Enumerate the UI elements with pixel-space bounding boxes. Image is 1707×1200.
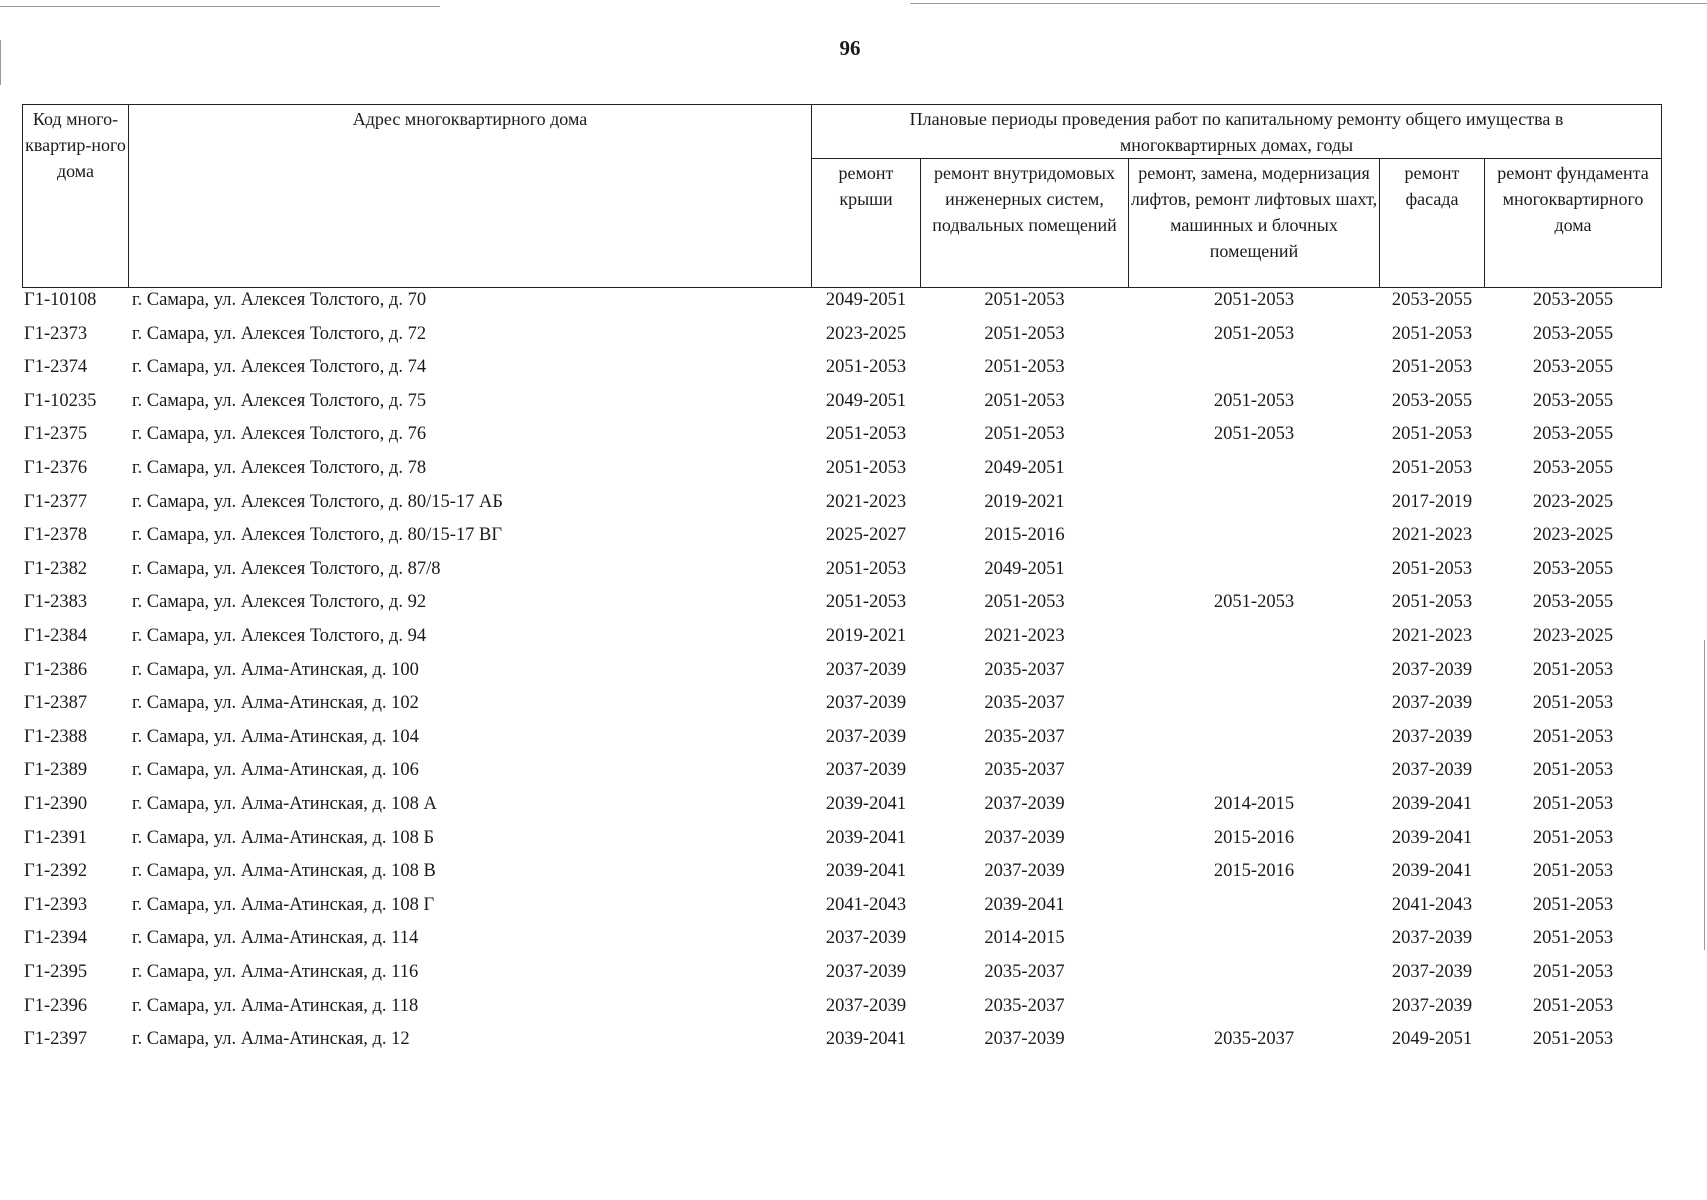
cell-code: Г1-2387 (24, 693, 88, 713)
cell-address: г. Самара, ул. Алма-Атинская, д. 108 Б (132, 828, 435, 848)
cell-systems: 2037-2039 (984, 794, 1065, 814)
cell-code: Г1-2392 (24, 861, 88, 881)
cell-foundation: 2023-2025 (1532, 525, 1614, 545)
cell-facade: 2037-2039 (1391, 660, 1473, 680)
cell-foundation: 2051-2053 (1532, 727, 1614, 747)
cell-facade: 2021-2023 (1391, 525, 1473, 545)
cell-facade: 2037-2039 (1391, 693, 1473, 713)
cell-facade: 2037-2039 (1391, 962, 1473, 982)
cell-address: г. Самара, ул. Алма-Атинская, д. 118 (132, 996, 419, 1016)
cell-foundation: 2053-2055 (1532, 592, 1614, 612)
cell-address: г. Самара, ул. Алма-Атинская, д. 108 Г (132, 895, 435, 915)
cell-code: Г1-2391 (24, 828, 88, 848)
cell-code: Г1-10108 (24, 290, 97, 310)
header-address: Адрес многоквартирного дома (352, 109, 588, 129)
cell-systems: 2035-2037 (984, 962, 1065, 982)
cell-systems: 2051-2053 (984, 424, 1065, 444)
cell-systems: 2014-2015 (984, 928, 1065, 948)
cell-address: г. Самара, ул. Алма-Атинская, д. 106 (132, 760, 419, 780)
cell-roof: 2037-2039 (825, 660, 907, 680)
cell-code: Г1-2394 (24, 928, 88, 948)
cell-facade: 2051-2053 (1391, 559, 1473, 579)
cell-roof: 2051-2053 (825, 424, 907, 444)
cell-address: г. Самара, ул. Алма-Атинская, д. 108 А (132, 794, 437, 814)
header-periods: Плановые периоды проведения работ по капитальному ремонту общего имущества в многоквартирных домах, годы (909, 109, 1564, 155)
cell-code: Г1-2388 (24, 727, 88, 747)
cell-lifts: 2015-2016 (1213, 861, 1295, 881)
cell-code: Г1-10235 (24, 391, 97, 411)
cell-roof: 2037-2039 (825, 760, 907, 780)
cell-code: Г1-2382 (24, 559, 88, 579)
cell-address: г. Самара, ул. Алма-Атинская, д. 114 (132, 928, 419, 948)
cell-roof: 2039-2041 (825, 861, 907, 881)
cell-facade: 2041-2043 (1391, 895, 1473, 915)
cell-facade: 2053-2055 (1391, 391, 1473, 411)
cell-facade: 2039-2041 (1391, 828, 1473, 848)
cell-address: г. Самара, ул. Алексея Толстого, д. 76 (132, 424, 427, 444)
cell-roof: 2037-2039 (825, 962, 907, 982)
cell-roof: 2049-2051 (825, 290, 907, 310)
cell-foundation: 2053-2055 (1532, 391, 1614, 411)
cell-address: г. Самара, ул. Алексея Толстого, д. 75 (132, 391, 427, 411)
cell-roof: 2049-2051 (825, 391, 907, 411)
cell-address: г. Самара, ул. Алексея Толстого, д. 70 (132, 290, 427, 310)
cell-code: Г1-2383 (24, 592, 88, 612)
header-roof: ремонт крыши (838, 163, 894, 209)
cell-address: г. Самара, ул. Алексея Толстого, д. 78 (132, 458, 427, 478)
cell-foundation: 2051-2053 (1532, 693, 1614, 713)
cell-code: Г1-2390 (24, 794, 88, 814)
cell-code: Г1-2377 (24, 492, 88, 512)
cell-code: Г1-2373 (24, 324, 88, 344)
cell-foundation: 2051-2053 (1532, 895, 1614, 915)
cell-roof: 2041-2043 (825, 895, 907, 915)
cell-roof: 2051-2053 (825, 357, 907, 377)
cell-roof: 2039-2041 (825, 1029, 907, 1049)
cell-systems: 2051-2053 (984, 290, 1065, 310)
cell-foundation: 2051-2053 (1532, 828, 1614, 848)
cell-code: Г1-2386 (24, 660, 88, 680)
cell-facade: 2037-2039 (1391, 760, 1473, 780)
cell-address: г. Самара, ул. Алексея Толстого, д. 92 (132, 592, 427, 612)
cell-roof: 2051-2053 (825, 458, 907, 478)
cell-roof: 2019-2021 (825, 626, 907, 646)
cell-systems: 2037-2039 (984, 861, 1065, 881)
cell-address: г. Самара, ул. Алма-Атинская, д. 108 В (132, 861, 436, 881)
scan-edge-top-right (910, 3, 1707, 4)
cell-lifts: 2051-2053 (1213, 391, 1295, 411)
cell-address: г. Самара, ул. Алма-Атинская, д. 102 (132, 693, 419, 713)
cell-facade: 2037-2039 (1391, 928, 1473, 948)
cell-roof: 2039-2041 (825, 828, 907, 848)
cell-roof: 2025-2027 (825, 525, 907, 545)
cell-facade: 2051-2053 (1391, 424, 1473, 444)
cell-address: г. Самара, ул. Алексея Толстого, д. 72 (132, 324, 427, 344)
cell-systems: 2035-2037 (984, 760, 1065, 780)
cell-roof: 2051-2053 (825, 592, 907, 612)
cell-facade: 2051-2053 (1391, 324, 1473, 344)
cell-code: Г1-2374 (24, 357, 88, 377)
cell-address: г. Самара, ул. Алма-Атинская, д. 12 (132, 1029, 410, 1049)
cell-facade: 2037-2039 (1391, 727, 1473, 747)
cell-code: Г1-2378 (24, 525, 88, 545)
cell-systems: 2051-2053 (984, 592, 1065, 612)
cell-code: Г1-2395 (24, 962, 88, 982)
cell-facade: 2053-2055 (1391, 290, 1473, 310)
cell-lifts: 2035-2037 (1213, 1029, 1295, 1049)
cell-foundation: 2051-2053 (1532, 1029, 1614, 1049)
cell-facade: 2039-2041 (1391, 861, 1473, 881)
cell-foundation: 2051-2053 (1532, 962, 1614, 982)
cell-foundation: 2051-2053 (1532, 861, 1614, 881)
cell-foundation: 2051-2053 (1532, 660, 1614, 680)
scan-edge-right (1704, 640, 1705, 950)
cell-foundation: 2053-2055 (1532, 559, 1614, 579)
cell-roof: 2051-2053 (825, 559, 907, 579)
cell-foundation: 2051-2053 (1532, 928, 1614, 948)
cell-systems: 2051-2053 (984, 357, 1065, 377)
cell-facade: 2049-2051 (1391, 1029, 1473, 1049)
cell-lifts: 2051-2053 (1213, 324, 1295, 344)
cell-facade: 2051-2053 (1391, 592, 1473, 612)
cell-systems: 2049-2051 (984, 458, 1065, 478)
cell-systems: 2049-2051 (984, 559, 1065, 579)
cell-code: Г1-2376 (24, 458, 88, 478)
cell-facade: 2051-2053 (1391, 458, 1473, 478)
cell-roof: 2037-2039 (825, 928, 907, 948)
cell-roof: 2023-2025 (825, 324, 907, 344)
cell-foundation: 2053-2055 (1532, 290, 1614, 310)
cell-foundation: 2053-2055 (1532, 357, 1614, 377)
cell-address: г. Самара, ул. Алексея Толстого, д. 80/15-17 ВГ (132, 525, 503, 545)
cell-systems: 2051-2053 (984, 324, 1065, 344)
cell-systems: 2019-2021 (984, 492, 1065, 512)
cell-systems: 2021-2023 (984, 626, 1065, 646)
cell-lifts: 2051-2053 (1213, 592, 1295, 612)
cell-lifts: 2014-2015 (1213, 794, 1295, 814)
header-foundation: ремонт фундамента многоквартирного дома (1497, 163, 1649, 235)
cell-address: г. Самара, ул. Алма-Атинская, д. 104 (132, 727, 419, 747)
cell-address: г. Самара, ул. Алма-Атинская, д. 100 (132, 660, 419, 680)
cell-systems: 2039-2041 (984, 895, 1065, 915)
cell-systems: 2015-2016 (984, 525, 1065, 545)
cell-foundation: 2053-2055 (1532, 324, 1614, 344)
cell-code: Г1-2397 (24, 1029, 88, 1049)
header-lifts: ремонт, замена, модернизация лифтов, ремонт лифтовых шахт, машинных и блочных помещений (1130, 163, 1378, 261)
cell-address: г. Самара, ул. Алексея Толстого, д. 94 (132, 626, 427, 646)
cell-roof: 2039-2041 (825, 794, 907, 814)
cell-code: Г1-2375 (24, 424, 88, 444)
cell-facade: 2021-2023 (1391, 626, 1473, 646)
scan-edge-top (0, 6, 440, 7)
cell-roof: 2037-2039 (825, 996, 907, 1016)
cell-code: Г1-2393 (24, 895, 88, 915)
cell-facade: 2037-2039 (1391, 996, 1473, 1016)
cell-facade: 2017-2019 (1391, 492, 1473, 512)
cell-roof: 2021-2023 (825, 492, 907, 512)
header-code: Код много-квартир-ного дома (25, 109, 126, 181)
cell-code: Г1-2384 (24, 626, 88, 646)
cell-address: г. Самара, ул. Алексея Толстого, д. 74 (132, 357, 427, 377)
header-systems: ремонт внутридомовых инженерных систем, подвальных помещений (932, 163, 1117, 235)
cell-code: Г1-2396 (24, 996, 88, 1016)
cell-foundation: 2051-2053 (1532, 760, 1614, 780)
cell-systems: 2035-2037 (984, 660, 1065, 680)
cell-lifts: 2051-2053 (1213, 424, 1295, 444)
cell-systems: 2037-2039 (984, 828, 1065, 848)
cell-systems: 2035-2037 (984, 727, 1065, 747)
cell-foundation: 2023-2025 (1532, 492, 1614, 512)
cell-code: Г1-2389 (24, 760, 88, 780)
cell-foundation: 2023-2025 (1532, 626, 1614, 646)
header-facade: ремонт фасада (1404, 163, 1460, 209)
cell-lifts: 2051-2053 (1213, 290, 1295, 310)
cell-foundation: 2051-2053 (1532, 996, 1614, 1016)
cell-foundation: 2051-2053 (1532, 794, 1614, 814)
cell-address: г. Самара, ул. Алма-Атинская, д. 116 (132, 962, 419, 982)
cell-foundation: 2053-2055 (1532, 424, 1614, 444)
scan-edge-left (0, 40, 1, 85)
cell-roof: 2037-2039 (825, 693, 907, 713)
cell-facade: 2051-2053 (1391, 357, 1473, 377)
cell-systems: 2037-2039 (984, 1029, 1065, 1049)
cell-address: г. Самара, ул. Алексея Толстого, д. 87/8 (132, 559, 441, 579)
page-number: 96 (839, 36, 861, 60)
cell-systems: 2035-2037 (984, 693, 1065, 713)
cell-address: г. Самара, ул. Алексея Толстого, д. 80/15-17 АБ (132, 492, 503, 512)
cell-systems: 2051-2053 (984, 391, 1065, 411)
cell-roof: 2037-2039 (825, 727, 907, 747)
cell-systems: 2035-2037 (984, 996, 1065, 1016)
cell-foundation: 2053-2055 (1532, 458, 1614, 478)
cell-facade: 2039-2041 (1391, 794, 1473, 814)
cell-lifts: 2015-2016 (1213, 828, 1295, 848)
